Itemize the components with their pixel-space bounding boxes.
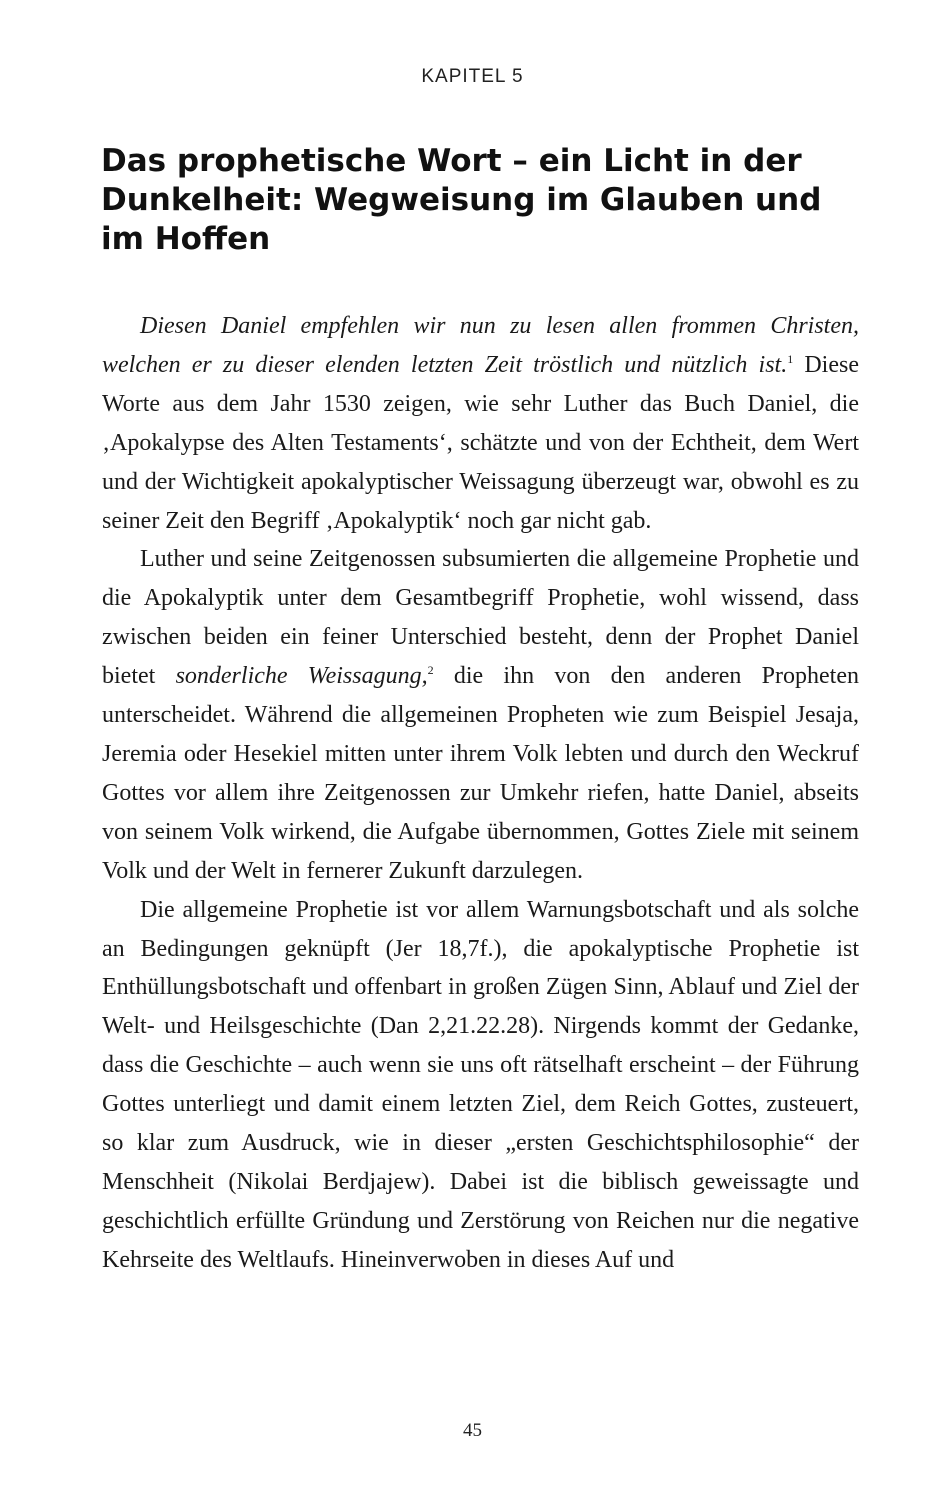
paragraph: [102, 540, 859, 890]
chapter-title: Das prophetische Wort – ein Licht in der Dunkelheit: Wegweisung im Glauben und im Hoffen: [101, 143, 822, 257]
text-run: Luther und seine Zeitgenossen subsumierten die allgemeine Prophetie und die Apokalyptik unter dem Gesamtbegriff Prophetie, wohl wissend, dass zwischen beiden ein feiner Unterschied besteht, denn der Prophet Daniel bietet: [102, 546, 859, 690]
footnote-ref: 2: [427, 663, 434, 678]
page-number: 45: [463, 1420, 482, 1441]
chapter-header: KAPITEL 5: [421, 66, 524, 87]
text-run: Die allgemeine Prophetie ist vor allem Warnungsbotschaft und als solche an Bedingungen geknüpft (Jer 18,7f.), die apokalyptische Prophetie ist Enthüllungsbotschaft und offenbart in großen Zügen Sinn, Ablauf und Ziel der Welt- und Heilsgeschichte (Dan 2,21.22.28). Nirgends kommt der Gedanke, dass die Geschichte – auch wenn sie uns oft rätselhaft erscheint – der Führung Gottes unterliegt und damit einem letzten Ziel, dem Reich Gottes, zusteuert, so klar zum Ausdruck, wie in dieser „ersten Geschichtsphilosophie“ der Menschheit (Nikolai Berdjajew). Dabei ist die biblisch geweissagte und geschichtlich erfüllte Gründung und Zerstörung von Reichen nur die negative Kehrseite des Weltlaufs. Hineinverwoben in dieses Auf und: [102, 896, 859, 1273]
body-text: [102, 307, 859, 1280]
italic-text: Diesen Daniel empfehlen wir nun zu lesen allen frommen Christen, welchen er zu dieser elenden letzten Zeit tröstlich und nützlich ist.: [102, 313, 859, 378]
paragraph: [102, 891, 859, 1280]
paragraph: [102, 307, 859, 540]
footnote-ref: 1: [787, 351, 794, 366]
text-run: Diese Worte aus dem Jahr 1530 zeigen, wie sehr Luther das Buch Daniel, die ‚Apokalypse des Alten Testaments‘, schätzte und von der Echtheit, dem Wert und der Wichtigkeit apokalyptischer Weissagung überzeugt war, obwohl es zu seiner Zeit den Begriff ‚Apokalyptik‘ noch gar nicht gab.: [102, 351, 859, 534]
text-run: die ihn von den anderen Propheten unterscheidet. Während die allgemeinen Propheten wie zum Beispiel Jesaja, Jeremia oder Hesekiel mitten unter ihrem Volk lebten und durch den Weckruf Gottes vor allem ihre Zeitgenossen zur Umkehr riefen, hatte Daniel, abseits von seinem Volk wirkend, die Aufgabe übernommen, Gottes Ziele mit seinem Volk und der Welt in fernerer Zukunft darzulegen.: [102, 663, 859, 884]
italic-text: sonderliche Weissagung,: [175, 663, 428, 690]
